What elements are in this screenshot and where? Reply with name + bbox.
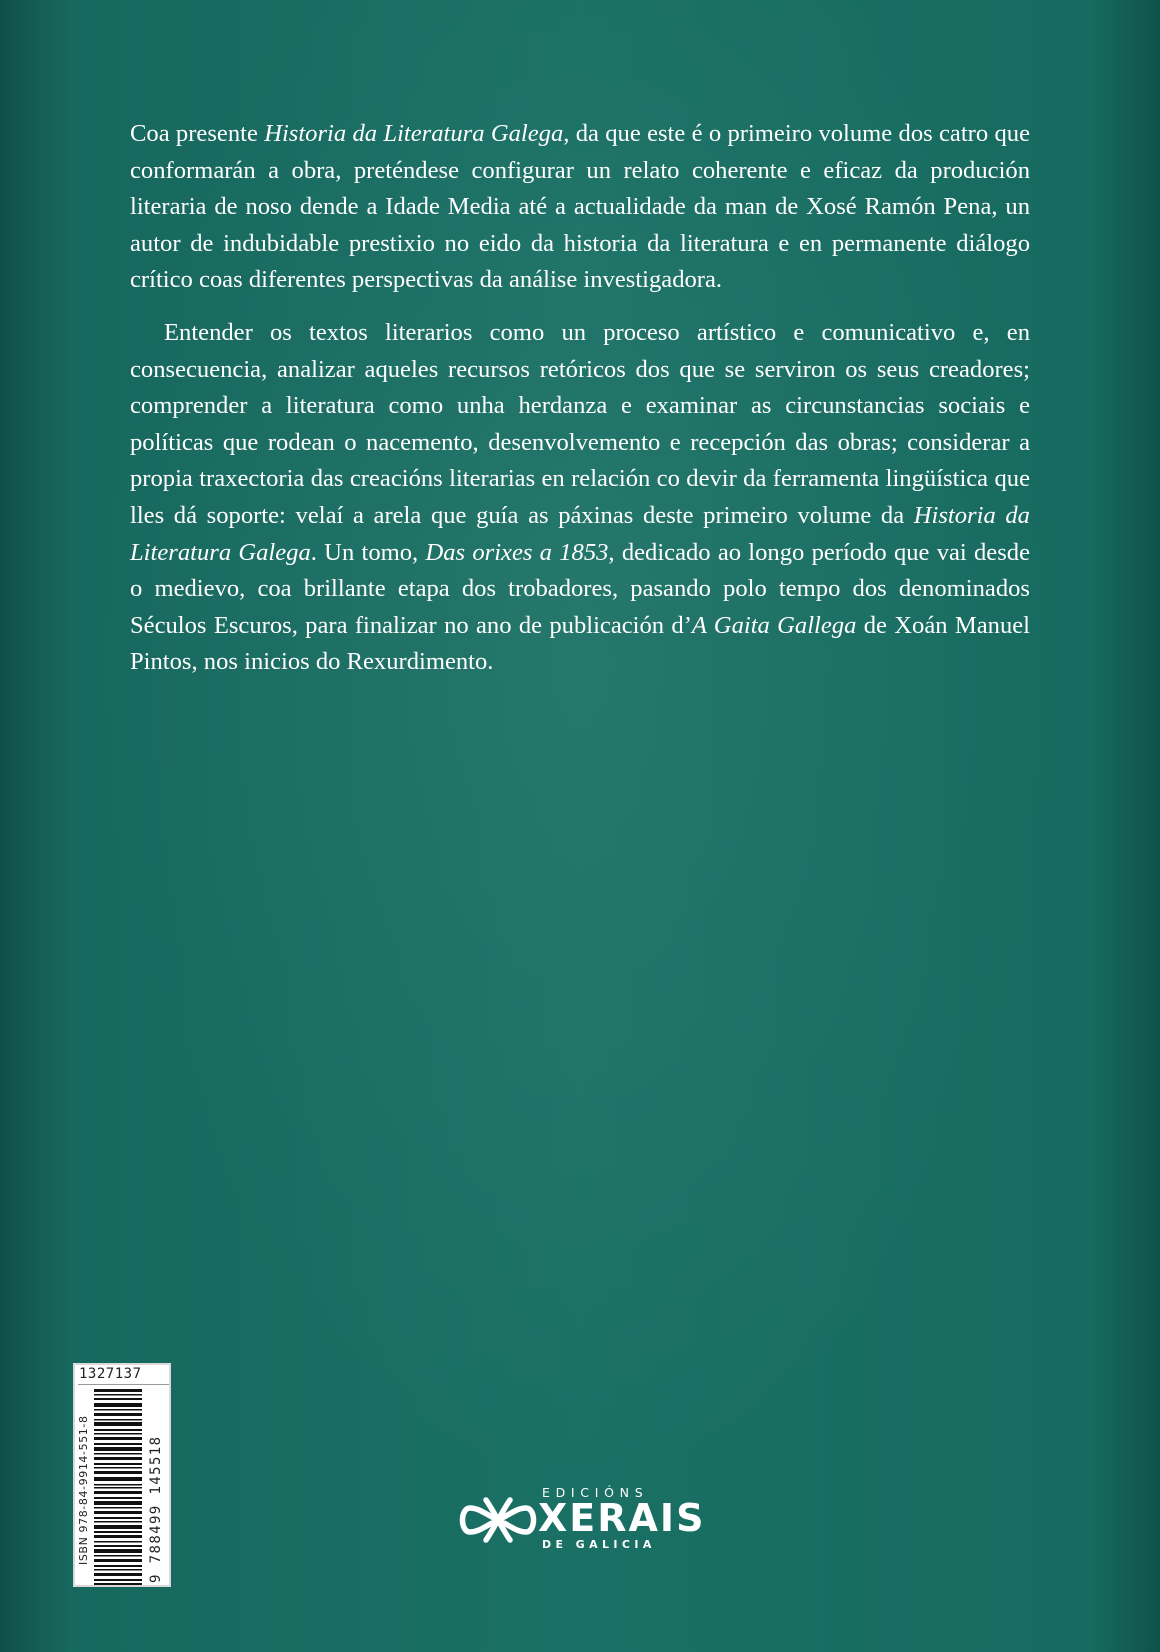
book-title-italic: Historia da Literatura Galega bbox=[130, 501, 1030, 566]
xerais-logo-icon bbox=[458, 1494, 538, 1546]
barcode-digits: 9 788499 145518 bbox=[148, 1435, 164, 1583]
book-title-italic: Historia da Literatura Galega bbox=[264, 120, 564, 147]
publisher-label-bottom: DE GALICIA bbox=[542, 1538, 656, 1551]
blurb-text-run: . Un tomo, bbox=[310, 538, 426, 566]
publisher-name: XERAIS bbox=[538, 1496, 706, 1540]
blurb-text-run: Entender os textos literarios como un proceso artístico e comunicativo e, en consecuencia, analizar aqueles recursos retóricos dos que se serviron os seus creadores; comprender a literatura como unha herdanza e examinar as circunstancias sociais e políticas que rodean o nacemento, desenvolvemento e recepción das obras; considerar a propia traxectoria das creacións literarias en relación co devir da ferramenta lingüística que lles dá soporte: velaí a arela que guía as páxinas deste primeiro volume da bbox=[130, 318, 1030, 529]
blurb-text bbox=[130, 116, 1030, 681]
isbn-text: ISBN 978-84-9914-551-8 bbox=[77, 1415, 90, 1565]
volume-title-italic: Das orixes a 1853 bbox=[425, 538, 609, 566]
blurb-paragraph-1 bbox=[130, 116, 1030, 299]
blurb-text-run: de Xoán Manuel Pintos, nos inicios do Rexurdimento. bbox=[130, 611, 1030, 676]
work-title-italic: A Gaita Gallega bbox=[691, 611, 857, 639]
blurb-text-run: , da que este é o primeiro volume dos catro que conformarán a obra, preténdese configurar un relato coherente e eficaz da produción literaria de noso dende a Idade Media até a actualidade da man de Xosé Ramón Pena, un autor de indubidable prestixio no eido da historia da literatura e en permanente diálogo crítico coas diferentes perspectivas da análise investigadora. bbox=[130, 120, 1030, 294]
publisher-logo bbox=[458, 1486, 718, 1552]
barcode-bars bbox=[94, 1389, 142, 1585]
blurb-text-run: , dedicado ao longo período que vai desde o medievo, coa brillante etapa dos trobadores, pasando polo tempo dos denominados Séculos Escuros, para finalizar no ano de publicación d’ bbox=[130, 538, 1030, 639]
blurb-paragraph-2 bbox=[130, 315, 1030, 681]
blurb-text-run: Coa presente bbox=[130, 120, 265, 147]
isbn-barcode bbox=[73, 1363, 171, 1587]
barcode-id-number: 1327137 bbox=[79, 1366, 142, 1382]
publisher-label-top: EDICIÓNS bbox=[542, 1485, 649, 1500]
